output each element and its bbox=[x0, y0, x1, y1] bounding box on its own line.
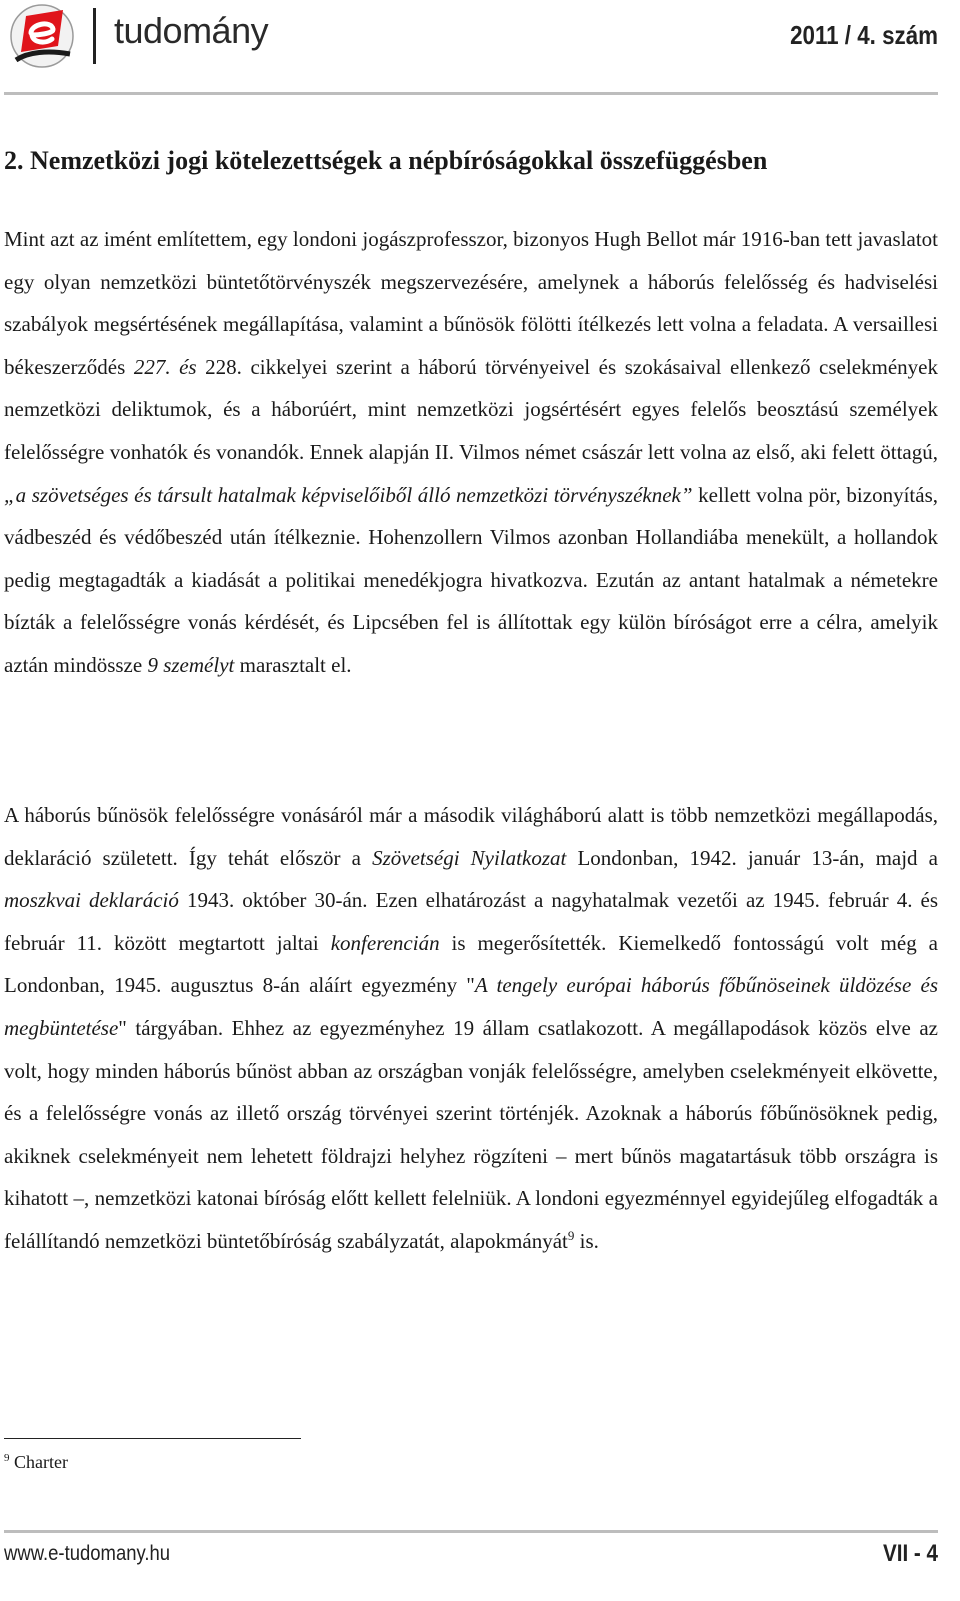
italic-text-run: 9 személyt bbox=[147, 652, 235, 677]
text-run: is megerősítették. Kiemelkedő fontosságú volt még a Londonban, 1945. augusztus 8-án aláírt egyezmény " bbox=[4, 930, 938, 998]
header-divider bbox=[4, 92, 938, 95]
header-separator bbox=[93, 8, 96, 64]
text-run: 228. cikkelyei szerint a háború törvényeivel és szokásaival ellenkező cselekmények nemzetközi deliktumok, és a háborúért, mint nemzetközi jogsértésért egyes felelős beosztású személyek felelősségre vonhatók és vonandók. Ennek alapján II. Vilmos német császár lett volna az első, aki felett öttagú, bbox=[4, 354, 938, 464]
italic-text-run: A tengely európai háborús főbűnöseinek üldözése és megbüntetése bbox=[4, 973, 938, 1040]
text-run: marasztalt el. bbox=[234, 652, 352, 677]
page-number: VII - 4 bbox=[882, 1540, 938, 1567]
section-title: 2. Nemzetközi jogi kötelezettségek a népbíróságokkal összefüggésben bbox=[4, 146, 768, 175]
text-run: is. bbox=[574, 1228, 599, 1253]
text-run: kellett volna pör, bizonyítás, vádbeszéd és védőbeszéd után ítélkeznie. Hohenzollern Vilmos azonban Hollandiába menekült, a hollandok pedig megtagadták a kiadását a politikai menedékjogra hivatkozva. Ezután az antant hatalmak a németekre bízták a felelősségre vonás kérdését, és Lipcsében fel is állítottak egy külön bíróságot erre a célra, amelyik aztán mindössze bbox=[4, 482, 938, 677]
italic-text-run: konferencián bbox=[330, 930, 440, 955]
footnote-text: Charter bbox=[9, 1452, 68, 1472]
page-header bbox=[0, 0, 960, 100]
issue-number: 2011 / 4. szám bbox=[790, 20, 938, 50]
footnote bbox=[4, 1452, 68, 1473]
footnote-divider bbox=[4, 1438, 301, 1439]
paragraph-2 bbox=[4, 794, 938, 1263]
paragraph-1 bbox=[4, 218, 938, 687]
site-name: tudomány bbox=[114, 10, 269, 51]
text-run: 1943. október 30-án. Ezen elhatározást a nagyhatalmak vezetői az 1945. február 4. és február 11. között megtartott jaltai bbox=[4, 888, 939, 955]
footnote-ref: 9 bbox=[567, 1227, 575, 1243]
italic-text-run: 227. és bbox=[133, 354, 197, 379]
e-logo-icon bbox=[8, 2, 76, 70]
text-run: " tárgyában. Ehhez az egyezményhez 19 állam csatlakozott. A megállapodások közös elve az volt, hogy minden háborús bűnöst abban az országban vonják felelősségre, amelyben cselekményeit elkövette, és a felelősségre vonás az illető ország törvényei szerint történjék. Azoknak a háborús főbűnösöknek pedig, akiknek cselekményeit nem lehetett földrajzi helyhez rögzíteni – mert bűnös magatartásuk több országra is kihatott –, nemzetközi katonai bíróság előtt kellett felelniük. A londoni egyezménnyel egyidejűleg elfogadták a felállítandó nemzetközi büntetőbíróság szabályzatát, alapokmányát bbox=[4, 1015, 938, 1253]
text-run: Mint azt az imént említettem, egy londoni jogászprofesszor, bizonyos Hugh Bellot már 1916-ban tett javaslatot egy olyan nemzetközi büntetőtörvényszék megszervezésére, amelynek a háborús felelősség és hadviselési szabályok megsértésének megállapítása, valamint a bűnösök fölötti ítélkezés lett volna a feladata. A versaillesi békeszerződés bbox=[4, 227, 938, 379]
footnote-number: 9 bbox=[4, 1452, 10, 1464]
footer-url-link[interactable]: www.e-tudomany.hu bbox=[4, 1542, 171, 1565]
footer-divider bbox=[4, 1530, 938, 1533]
italic-text-run: moszkvai deklaráció bbox=[4, 888, 179, 913]
italic-text-run: „a szövetséges és társult hatalmak képviselőiből álló nemzetközi törvényszéknek” bbox=[4, 482, 693, 507]
italic-text-run: Szövetségi Nyilatkozat bbox=[372, 845, 567, 870]
text-run: Londonban, 1942. január 13-án, majd a bbox=[566, 845, 938, 870]
text-run: A háborús bűnösök felelősségre vonásáról már a második világháború alatt is több nemzetközi megállapodás, deklaráció született. Így tehát először a bbox=[4, 803, 938, 870]
